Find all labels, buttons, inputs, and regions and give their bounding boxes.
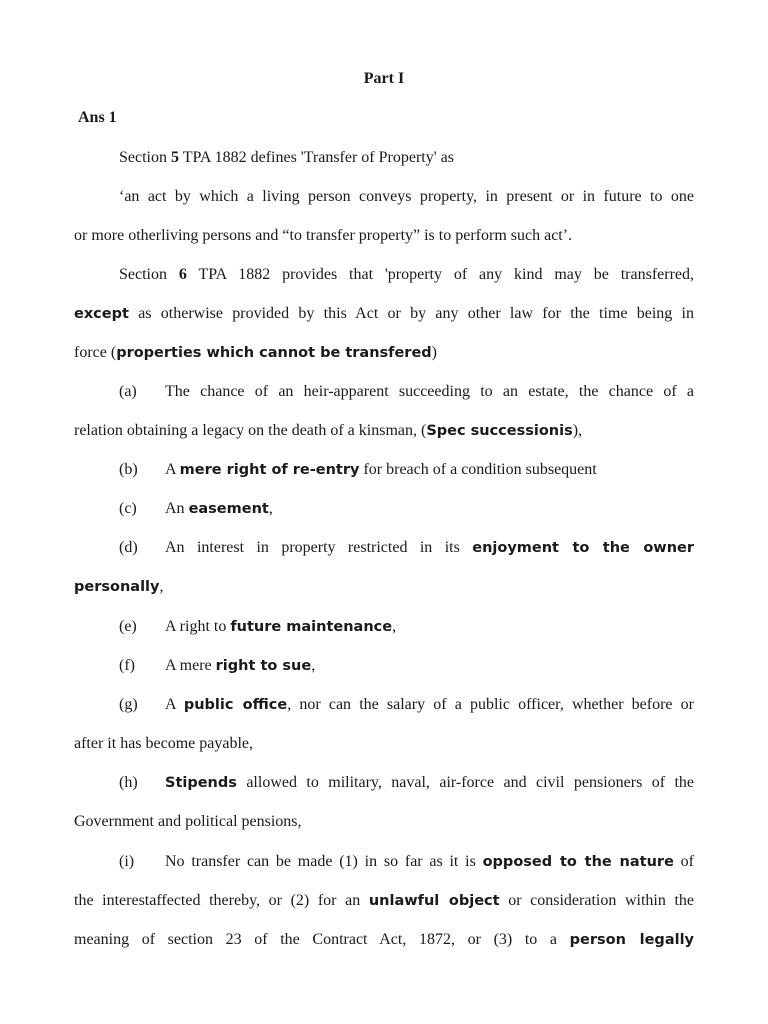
text-run: as otherwise provided by this Act or by any other law for the time being in xyxy=(128,305,694,322)
bold-run: easement xyxy=(188,501,269,517)
text-run: Section xyxy=(119,266,179,283)
bold-run: enjoyment to the owner xyxy=(472,540,695,556)
item-label: (f) xyxy=(119,657,135,674)
text-run: A xyxy=(165,461,180,478)
paragraph-line xyxy=(74,812,694,832)
item-label: (g) xyxy=(119,696,138,713)
bold-run: person legally xyxy=(569,932,694,948)
text-run: allowed to military, naval, air-force and civil pensioners of the xyxy=(236,774,694,791)
paragraph-line xyxy=(74,421,694,441)
text-run: the interestaffected thereby, or (2) for an xyxy=(74,892,369,909)
text-run: of xyxy=(673,853,695,870)
text-run: or more otherliving persons and “to transfer property” is to perform such act’. xyxy=(74,227,573,244)
paragraph-line xyxy=(74,891,694,911)
text-run: , xyxy=(392,618,397,635)
item-label: (h) xyxy=(119,774,138,791)
text-run: TPA 1882 provides that 'property of any kind may be transferred, xyxy=(186,266,695,283)
bold-run: Stipends xyxy=(165,775,237,791)
text-run: , xyxy=(159,578,164,595)
page-title: Part I xyxy=(363,70,405,87)
text-run: An xyxy=(165,500,189,517)
answer-heading: Ans 1 xyxy=(78,109,117,126)
list-item xyxy=(119,460,694,480)
text-run: An interest in property restricted in its xyxy=(165,539,473,556)
text-run: A mere xyxy=(165,657,216,674)
text-run: A right to xyxy=(165,618,231,635)
bold-run: right to sue xyxy=(215,658,312,674)
bold-run: opposed to the nature xyxy=(482,854,674,870)
paragraph-line xyxy=(74,304,694,324)
text-run: ‘an act by which a living person conveys property, in present or in future to one xyxy=(119,188,694,205)
item-label: (c) xyxy=(119,500,137,517)
list-item xyxy=(119,656,694,676)
bold-run: 6 xyxy=(178,266,187,283)
bold-run: personally xyxy=(74,579,160,595)
list-item xyxy=(119,499,694,519)
text-run: The chance of an heir-apparent succeeding to an estate, the chance of a xyxy=(165,383,694,400)
item-label: (b) xyxy=(119,461,138,478)
text-run: , xyxy=(268,500,273,517)
paragraph-line xyxy=(74,343,694,363)
bold-run: unlawful object xyxy=(368,893,500,909)
text-run: after it has become payable, xyxy=(74,735,254,752)
paragraph-line xyxy=(74,734,694,754)
list-item xyxy=(119,617,694,637)
text-run: ), xyxy=(572,422,583,439)
bold-run: future maintenance xyxy=(230,619,393,635)
paragraph-line xyxy=(74,930,694,950)
paragraph-line xyxy=(74,226,694,246)
list-item xyxy=(119,773,694,793)
bold-run: except xyxy=(74,306,129,322)
paragraph-line xyxy=(119,187,694,207)
bold-run: properties which cannot be transfered xyxy=(116,345,432,361)
text-run: A xyxy=(165,696,184,713)
list-item xyxy=(119,538,694,558)
bold-run: mere right of re-entry xyxy=(179,462,360,478)
text-run: Section xyxy=(119,149,171,166)
text-run: TPA 1882 defines 'Transfer of Property' as xyxy=(179,149,454,166)
bold-run: Spec successionis xyxy=(426,423,573,439)
item-label: (i) xyxy=(119,853,135,870)
paragraph-line xyxy=(74,577,694,597)
list-item xyxy=(119,852,694,872)
text-run: for breach of a condition subsequent xyxy=(359,461,597,478)
text-run: ) xyxy=(431,344,437,361)
item-label: (a) xyxy=(119,383,137,400)
paragraph-line xyxy=(119,148,694,168)
text-run: No transfer can be made (1) in so far as it is xyxy=(165,853,483,870)
text-run: Government and political pensions, xyxy=(74,813,302,830)
text-run: or consideration within the xyxy=(499,892,694,909)
list-item xyxy=(119,695,694,715)
item-label: (d) xyxy=(119,539,138,556)
text-run: force ( xyxy=(74,344,117,361)
list-item xyxy=(119,382,694,402)
text-run: , xyxy=(311,657,316,674)
paragraph-line xyxy=(119,265,694,285)
item-label: (e) xyxy=(119,618,137,635)
text-run: , nor can the salary of a public officer, whether before or xyxy=(287,696,695,713)
bold-run: public office xyxy=(183,697,288,713)
bold-run: 5 xyxy=(171,149,179,166)
text-run: meaning of section 23 of the Contract Act, 1872, or (3) to a xyxy=(74,931,570,948)
text-run: relation obtaining a legacy on the death of a kinsman, ( xyxy=(74,422,427,439)
